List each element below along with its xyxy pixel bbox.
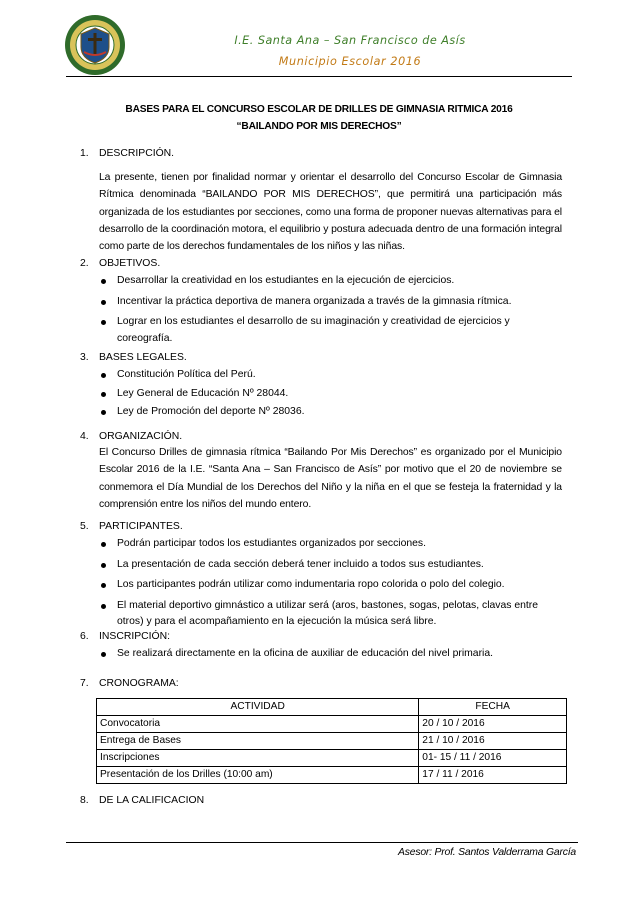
list-item: Se realizará directamente en la oficina de auxiliar de educación del nivel primaria. — [80, 646, 562, 663]
section-title: PARTICIPANTES. — [99, 521, 183, 532]
list-item: La presentación de cada sección deberá tener incluido a todos sus estudiantes. — [80, 557, 562, 574]
header-divider — [66, 76, 572, 77]
section-number: 6. — [80, 631, 89, 642]
document-title: BASES PARA EL CONCURSO ESCOLAR DE DRILLES DE GIMNASIA RITMICA 2016 — [125, 104, 513, 115]
list-item: Constitución Política del Perú. — [80, 367, 562, 384]
bullet-icon — [101, 410, 106, 415]
section-number: 3. — [80, 352, 89, 363]
bullet-icon — [101, 373, 106, 378]
bullet-icon — [101, 604, 106, 609]
bullet-icon — [101, 392, 106, 397]
section-number: 4. — [80, 431, 89, 442]
section-title: DE LA CALIFICACION — [99, 795, 205, 806]
bullet-icon — [101, 652, 106, 657]
schedule-table — [96, 698, 567, 784]
bullet-icon — [101, 320, 106, 325]
list-item: Ley General de Educación Nº 28044. — [80, 386, 562, 403]
bullet-icon — [101, 542, 106, 547]
section-number: 2. — [80, 258, 89, 269]
school-name: I.E. Santa Ana – San Francisco de Asís — [234, 34, 466, 47]
section-cronograma — [80, 676, 580, 691]
list-item: Ley de Promoción del deporte Nº 28036. — [80, 404, 562, 421]
program-name: Municipio Escolar 2016 — [278, 55, 422, 68]
section-title: OBJETIVOS. — [99, 258, 161, 269]
section-paragraph: El Concurso Drilles de gimnasia rítmica “Bailando Por Mis Derechos” es organizado por el Municipio Escolar 2016 de la I.E. “Santa Ana – San Francisco de Asís” por motivo que el 20 de noviembre se conmemora el Día Mundial de los Derechos del Niño y la niña en el que se festeja la fraternidad y la comprensión entre los niños del mundo entero. — [99, 447, 562, 510]
section-title: INSCRIPCIÓN: — [99, 631, 171, 642]
section-descripcion — [80, 146, 580, 255]
section-number: 1. — [80, 148, 89, 159]
list-item: El material deportivo gimnástico a utilizar será (aros, bastones, sogas, pelotas, clavas entre otros) y para el acompañamiento en la ejecución la música será libre. — [80, 598, 562, 631]
section-title: DESCRIPCIÓN. — [99, 148, 175, 159]
table-row — [97, 767, 567, 784]
table-cell: Convocatoria — [97, 716, 419, 733]
section-title: BASES LEGALES. — [99, 352, 187, 363]
table-cell: Inscripciones — [97, 750, 419, 767]
section-paragraph: La presente, tienen por finalidad normar y orientar el desarrollo del Concurso Escolar de Gimnasia Rítmica denominada “BAILANDO POR MIS DERECHOS”, que permitirá una participación más organizada de los estudiantes por secciones, como una forma de proponer nuevas alternativas para el desarrollo de la coordinación motora, el equilibrio y postura adecuada dentro de una formación integral como parte de los derechos fundamentales de los niños y las niñas. — [99, 172, 562, 253]
section-inscripcion — [80, 629, 580, 663]
table-cell: Presentación de los Drilles (10:00 am) — [97, 767, 419, 784]
advisor-signature: Asesor: Prof. Santos Valderrama García — [398, 847, 576, 858]
section-objetivos — [80, 256, 580, 347]
section-organizacion — [80, 429, 580, 513]
section-calificacion — [80, 793, 580, 808]
section-number: 8. — [80, 795, 89, 806]
column-header-fecha: FECHA — [419, 699, 567, 716]
table-row — [97, 750, 567, 767]
column-header-actividad: ACTIVIDAD — [97, 699, 419, 716]
bullet-icon — [101, 583, 106, 588]
bullet-icon — [101, 279, 106, 284]
school-crest-logo — [64, 14, 126, 76]
table-cell: Entrega de Bases — [97, 733, 419, 750]
table-cell: 01- 15 / 11 / 2016 — [419, 750, 567, 767]
list-item: Lograr en los estudiantes el desarrollo de su imaginación y creatividad de ejercicios y coreografía. — [80, 314, 562, 347]
section-number: 5. — [80, 521, 89, 532]
section-title: ORGANIZACIÓN. — [99, 431, 183, 442]
table-cell: 21 / 10 / 2016 — [419, 733, 567, 750]
table-cell: 17 / 11 / 2016 — [419, 767, 567, 784]
section-participantes — [80, 519, 580, 631]
footer-divider — [66, 842, 578, 843]
bullet-icon — [101, 563, 106, 568]
section-number: 7. — [80, 678, 89, 689]
table-header-row — [97, 699, 567, 716]
bullet-icon — [101, 300, 106, 305]
list-item: Desarrollar la creatividad en los estudiantes en la ejecución de ejercicios. — [80, 273, 562, 290]
list-item: Los participantes podrán utilizar como indumentaria ropo colorida o polo del colegio. — [80, 577, 562, 594]
table-row — [97, 733, 567, 750]
section-title: CRONOGRAMA: — [99, 678, 179, 689]
table-row — [97, 716, 567, 733]
document-subtitle: “BAILANDO POR MIS DERECHOS” — [236, 121, 402, 132]
list-item: Incentivar la práctica deportiva de manera organizada a través de la gimnasia rítmica. — [80, 294, 562, 311]
list-item: Podrán participar todos los estudiantes organizados por secciones. — [80, 536, 562, 553]
table-cell: 20 / 10 / 2016 — [419, 716, 567, 733]
section-bases-legales — [80, 350, 580, 421]
